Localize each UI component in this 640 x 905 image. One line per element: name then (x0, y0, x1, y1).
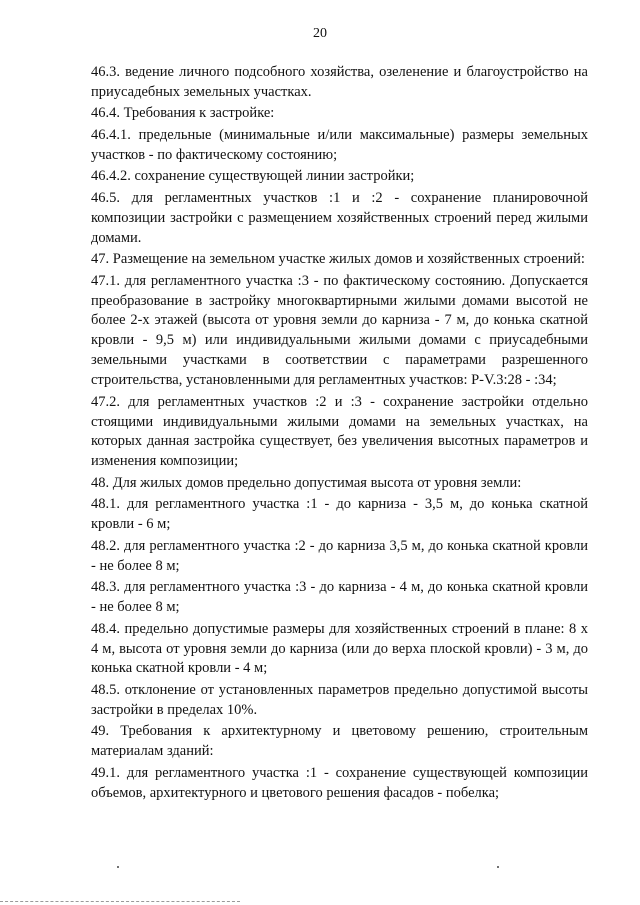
paragraph: 48.4. предельно допустимые размеры для хозяйственных строений в плане: 8 х 4 м, высота от уровня земли до карниза (или до верха плоской кровли) - 3 м, до конька скатной кровли - 4 м; (91, 620, 588, 677)
paragraph: 48.1. для регламентного участка :1 - до карниза - 3,5 м, до конька скатной кровли - 6 м; (91, 496, 588, 533)
paragraph: 48.5. отклонение от установленных параметров предельно допустимой высоты застройки в пределах 10%. (91, 681, 588, 718)
paragraph: 46.4.2. сохранение существующей линии застройки; (91, 168, 415, 185)
paragraph: 46.3. ведение личного подсобного хозяйства, озеленение и благоустройство на приусадебных земельных участках. (91, 64, 588, 100)
paragraph: 49.1. для регламентного участка :1 - сохранение существующей композиции объемов, архитектурного и цветового решения фасадов - побелка; (91, 764, 588, 801)
scan-speck (497, 866, 499, 868)
paragraph: 47.1. для регламентного участка :3 - по фактическому состоянию. Допускается преобразование в застройку многоквартирными жилыми домами высотой не более 2-х этажей (высота от уровня земли до карниза - 7 м, до конька скатной кровли - 9,5 м) или индивидуальными жилыми домами с приусадебными земельными участками в соответствии с параметрами разрешенного строительства, установленными для регламентных участков: Р-V.3:28 - :34; (91, 272, 588, 389)
document-body (91, 63, 588, 805)
scan-edge-line (0, 901, 240, 903)
paragraph: 48.2. для регламентного участка :2 - до карниза 3,5 м, до конька скатной кровли - не более 8 м; (91, 537, 588, 574)
paragraph: 49. Требования к архитектурному и цветовому решению, строительным материалам зданий: (91, 723, 588, 760)
paragraph: 48.3. для регламентного участка :3 - до карниза - 4 м, до конька скатной кровли - не более 8 м; (91, 579, 588, 616)
paragraph: 47. Размещение на земельном участке жилых домов и хозяйственных строений: (91, 251, 585, 268)
paragraph: 46.5. для регламентных участков :1 и :2 - сохранение планировочной композиции застройки с размещением хозяйственных строений перед жилыми домами. (91, 189, 588, 246)
paragraph: 46.4.1. предельные (минимальные и/или максимальные) размеры земельных участков - по фактическому состоянию; (91, 126, 588, 163)
page-number: 20 (313, 26, 327, 41)
scan-speck (117, 866, 119, 868)
paragraph: 47.2. для регламентных участков :2 и :3 - сохранение застройки отдельно стоящими индивидуальными жилыми домами на земельных участках, на которых данная застройка существует, без увеличения высотных параметров и изменения композиции; (91, 393, 588, 470)
paragraph: 46.4. Требования к застройке: (91, 105, 275, 122)
paragraph: 48. Для жилых домов предельно допустимая высота от уровня земли: (91, 474, 522, 491)
